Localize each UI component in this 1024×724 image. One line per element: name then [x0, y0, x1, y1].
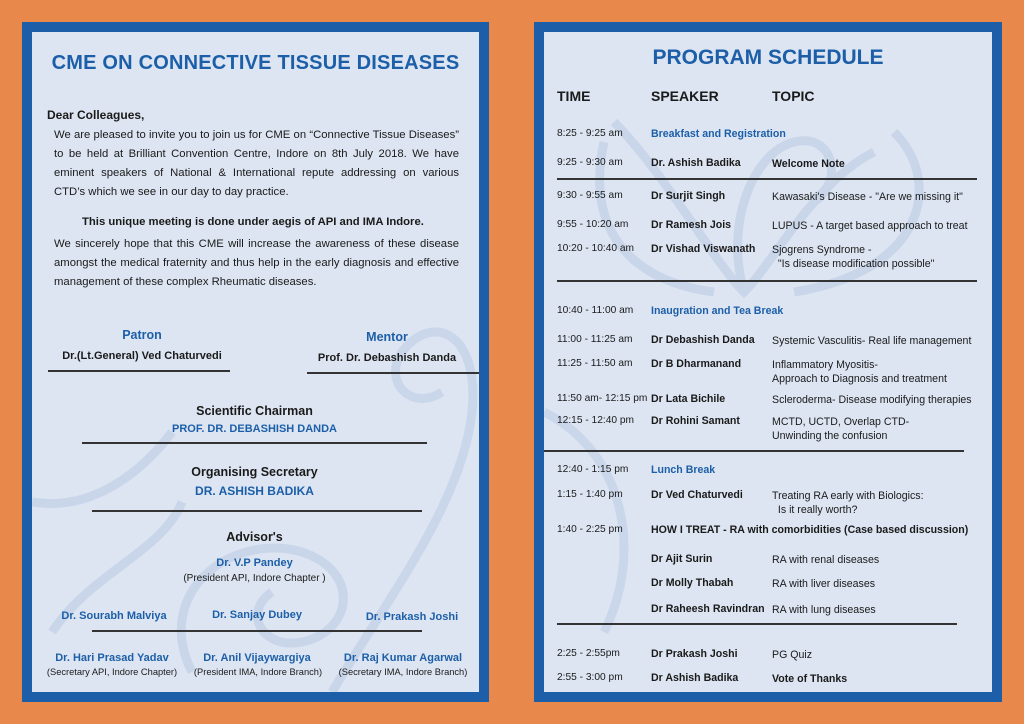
divider [307, 372, 479, 374]
advisor-role: (President API, Indore Chapter ) [183, 573, 326, 584]
row-time: 1:15 - 1:40 pm [557, 489, 623, 500]
row-speaker: Dr Molly Thabah [651, 577, 734, 589]
schedule-panel-inner [544, 32, 992, 692]
row-topic: Welcome Note [772, 158, 845, 170]
invitation-paragraph: We are pleased to invite you to join us for CME on “Connective Tissue Diseases” to be held at Brilliant Convention Centre, Indore on 8th July 2018. We have eminent speakers of National & International repute addressing on various CTD’s which we see in our day to day practice. [54, 129, 459, 198]
divider [92, 630, 422, 632]
row-time: 11:25 - 11:50 am [557, 358, 633, 369]
row-time: 2:25 - 2:55pm [557, 648, 620, 659]
advisor-name: Dr. Anil Vijaywargiya [203, 652, 311, 664]
row-event: Inaugration and Tea Break [651, 305, 784, 317]
row-topic-line1: Treating RA early with Biologics: [772, 490, 924, 502]
row-speaker: Dr Ajit Surin [651, 553, 713, 565]
row-topic-line1: Inflammatory Myositis- [772, 359, 878, 371]
row-time: 9:25 - 9:30 am [557, 157, 623, 168]
row-time: 8:25 - 9:25 am [557, 128, 623, 139]
advisor-role: (Secretary API, Indore Chapter) [46, 667, 178, 677]
row-topic [772, 358, 992, 386]
divider [48, 370, 230, 372]
row-topic [772, 243, 992, 271]
row-time: 11:00 - 11:25 am [557, 334, 633, 345]
row-speaker: Dr B Dharmanand [651, 358, 742, 370]
salutation: Dear Colleagues, [47, 108, 145, 122]
row-topic [772, 489, 992, 517]
row-event: Lunch Break [651, 464, 716, 476]
row-topic: LUPUS - A target based approach to treat [772, 220, 968, 232]
schedule-title: PROGRAM SCHEDULE [652, 46, 884, 69]
awareness-paragraph: We sincerely hope that this CME will increase the awareness of these disease amongst the medical fraternity and thus help in the early diagnosis and effective management of these complex Rheumatic diseases. [54, 238, 459, 288]
row-topic: PG Quiz [772, 649, 813, 661]
row-topic-line1: Sjogrens Syndrome - [772, 244, 872, 256]
row-topic-line2: Is it really worth? [772, 504, 858, 516]
advisors-title: Advisor's [226, 530, 283, 544]
row-time: 12:40 - 1:15 pm [557, 464, 629, 475]
row-topic-line1: MCTD, UCTD, Overlap CTD- [772, 416, 910, 428]
chairman-title: Scientific Chairman [196, 404, 313, 418]
row-time: 10:20 - 10:40 am [557, 243, 635, 254]
row-topic: Scleroderma- Disease modifying therapies [772, 394, 972, 406]
row-time: 10:40 - 11:00 am [557, 305, 634, 316]
divider [557, 280, 977, 282]
divider [557, 623, 957, 625]
invitation-panel-inner [32, 32, 479, 692]
mentor-name: Prof. Dr. Debashish Danda [317, 352, 457, 364]
chairman-name: PROF. DR. DEBASHISH DANDA [171, 423, 337, 435]
row-topic: Kawasaki's Disease - "Are we missing it" [772, 191, 963, 203]
row-speaker: Dr Debashish Danda [651, 334, 755, 346]
column-header-speaker: SPEAKER [651, 88, 719, 104]
row-event: Breakfast and Registration [651, 128, 786, 140]
row-speaker: Dr Rohini Samant [651, 415, 740, 427]
row-speaker: Dr Ashish Badika [651, 672, 739, 684]
advisor-name: Dr. V.P Pandey [216, 557, 293, 569]
column-header-time: TIME [557, 88, 591, 104]
row-time: 1:40 - 2:25 pm [557, 524, 623, 535]
row-time: 12:15 - 12:40 pm [557, 415, 635, 426]
row-topic: Vote of Thanks [772, 673, 848, 685]
row-topic [772, 415, 992, 443]
page-title: CME ON CONNECTIVE TISSUE DISEASES [51, 52, 460, 74]
mentor-title: Mentor [366, 330, 408, 344]
patron-name: Dr.(Lt.General) Ved Chaturvedi [62, 350, 222, 362]
row-topic: RA with liver diseases [772, 578, 876, 590]
advisor-role: (Secretary IMA, Indore Branch) [338, 667, 468, 677]
row-speaker: Dr Prakash Joshi [651, 648, 738, 660]
row-time: 9:30 - 9:55 am [557, 190, 623, 201]
divider [92, 510, 422, 512]
secretary-title: Organising Secretary [191, 465, 318, 479]
row-topic: RA with lung diseases [772, 604, 876, 616]
row-time: 9:55 - 10:20 am [557, 219, 629, 230]
row-speaker: Dr Ramesh Jois [651, 219, 732, 231]
row-topic: RA with renal diseases [772, 554, 880, 566]
schedule-panel [534, 22, 1002, 702]
advisor-name: Dr. Hari Prasad Yadav [55, 652, 169, 664]
aegis-statement: This unique meeting is done under aegis of API and IMA Indore. [82, 216, 424, 228]
secretary-name: DR. ASHISH BADIKA [195, 484, 314, 498]
row-topic-line2: Unwinding the confusion [772, 430, 888, 442]
row-speaker: Dr Raheesh Ravindran [651, 603, 765, 615]
advisor-role: (President IMA, Indore Branch) [193, 667, 323, 677]
row-speaker: Dr Surjit Singh [651, 190, 726, 202]
row-speaker: Dr. Ashish Badika [651, 157, 741, 169]
divider [544, 450, 964, 452]
advisor-name: Dr. Sourabh Malviya [61, 610, 167, 622]
row-speaker: Dr Ved Chaturvedi [651, 489, 743, 501]
row-time: 2:55 - 3:00 pm [557, 672, 623, 683]
patron-title: Patron [122, 328, 162, 342]
advisor-name: Dr. Sanjay Dubey [212, 609, 302, 621]
column-header-topic: TOPIC [772, 88, 815, 104]
row-topic: Systemic Vasculitis- Real life management [772, 335, 972, 347]
row-heading: HOW I TREAT - RA with comorbidities (Case based discussion) [651, 524, 969, 536]
row-topic-line2: "Is disease modification possible" [772, 258, 935, 270]
row-speaker: Dr Lata Bichile [651, 393, 726, 405]
divider [82, 442, 427, 444]
divider [557, 178, 977, 180]
invitation-panel [22, 22, 489, 702]
row-speaker: Dr Vishad Viswanath [651, 243, 756, 255]
row-time: 11:50 am- 12:15 pm [557, 393, 648, 404]
advisor-name: Dr. Prakash Joshi [365, 611, 459, 623]
advisor-name: Dr. Raj Kumar Agarwal [343, 652, 463, 664]
row-topic-line2: Approach to Diagnosis and treatment [772, 373, 947, 385]
